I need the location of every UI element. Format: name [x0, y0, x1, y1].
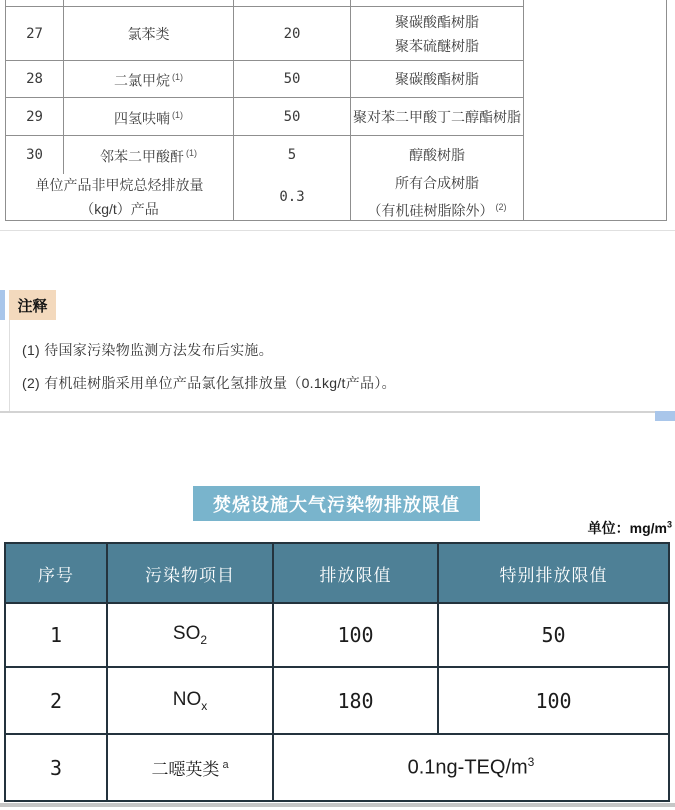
- row-29-resin: 聚对苯二甲酸丁二醇酯树脂: [351, 98, 524, 136]
- row-28-no: 28: [6, 61, 64, 98]
- col-header-special-limit: 特别排放限值: [439, 544, 668, 602]
- footnote-ref-icon: (1): [186, 148, 197, 159]
- footnote-ref-icon: (2): [495, 202, 507, 213]
- table-stub-cell: [234, 0, 351, 7]
- note-accent-bar-left: [0, 290, 5, 320]
- row-total-resin: 所有合成树脂 （有机硅树脂除外） $^{(2)}$: [351, 174, 524, 220]
- notes-bottom-rule: [0, 411, 655, 413]
- unit-label: 单位：$mg/m^3$: [587, 519, 672, 536]
- voc-limits-table: [5, 0, 667, 221]
- col-header-limit: 排放限值: [274, 544, 437, 602]
- row-30-pollutant: 邻苯二甲酸酐 $^{(1)}$: [64, 136, 234, 174]
- section-title-banner: 焚烧设施大气污染物排放限值: [193, 486, 480, 521]
- table-stub-cell: [351, 0, 524, 7]
- footnote-ref-icon: (1): [172, 72, 183, 83]
- row-1-no: 1: [6, 604, 106, 666]
- row-2-no: 2: [6, 668, 106, 733]
- row-2-limit: 180: [274, 668, 437, 733]
- col-header-pollutant: 污染物项目: [108, 544, 272, 602]
- row-29-no: 29: [6, 98, 64, 136]
- row-30-no: 30: [6, 136, 64, 174]
- row-29-limit: 50: [234, 98, 351, 136]
- row-2-special-limit: 100: [439, 668, 668, 733]
- image-bottom-edge: [0, 803, 675, 807]
- image-divider: [0, 230, 675, 231]
- row-27-limit: 20: [234, 7, 351, 61]
- row-3-merged-limit: $0.1ng-TEQ/m^3$: [274, 735, 668, 800]
- row-27-resin: 聚碳酸酯树脂 聚苯硫醚树脂: [351, 7, 524, 61]
- row-3-no: 3: [6, 735, 106, 800]
- note-item-1: (1) 待国家污染物监测方法发布后实施。: [22, 342, 273, 358]
- incineration-limits-table: [4, 542, 670, 802]
- row-1-pollutant: $SO_2$: [108, 604, 272, 666]
- row-27-pollutant: 氯苯类: [64, 7, 234, 61]
- table-empty-merged-cell: [524, 0, 666, 220]
- row-total-label: 单位产品非甲烷总烃排放量 （kg/t）产品: [6, 174, 234, 220]
- row-27-no: 27: [6, 7, 64, 61]
- row-30-resin: 醇酸树脂: [351, 136, 524, 174]
- notes-left-border: [9, 320, 10, 411]
- row-3-pollutant: 二噁英类 $^a$: [108, 735, 272, 800]
- footnote-ref-icon: (1): [172, 109, 183, 120]
- row-29-pollutant: 四氢呋喃 $^{(1)}$: [64, 98, 234, 136]
- notes-badge: 注释: [9, 290, 56, 320]
- col-header-no: 序号: [6, 544, 106, 602]
- row-total-limit: 0.3: [234, 174, 351, 220]
- row-2-pollutant: $NO_x$: [108, 668, 272, 733]
- row-1-limit: 100: [274, 604, 437, 666]
- row-1-special-limit: 50: [439, 604, 668, 666]
- row-30-limit: 5: [234, 136, 351, 174]
- footnote-ref-icon: a: [222, 759, 229, 772]
- note-accent-bar-right: [655, 411, 675, 421]
- row-28-pollutant: 二氯甲烷 $^{(1)}$: [64, 61, 234, 98]
- row-28-resin: 聚碳酸酯树脂: [351, 61, 524, 98]
- note-item-2: (2) 有机硅树脂采用单位产品氯化氢排放量（0.1kg/t产品）。: [22, 375, 396, 391]
- table-stub-cell: [64, 0, 234, 7]
- row-28-limit: 50: [234, 61, 351, 98]
- table-stub-cell: [6, 0, 64, 7]
